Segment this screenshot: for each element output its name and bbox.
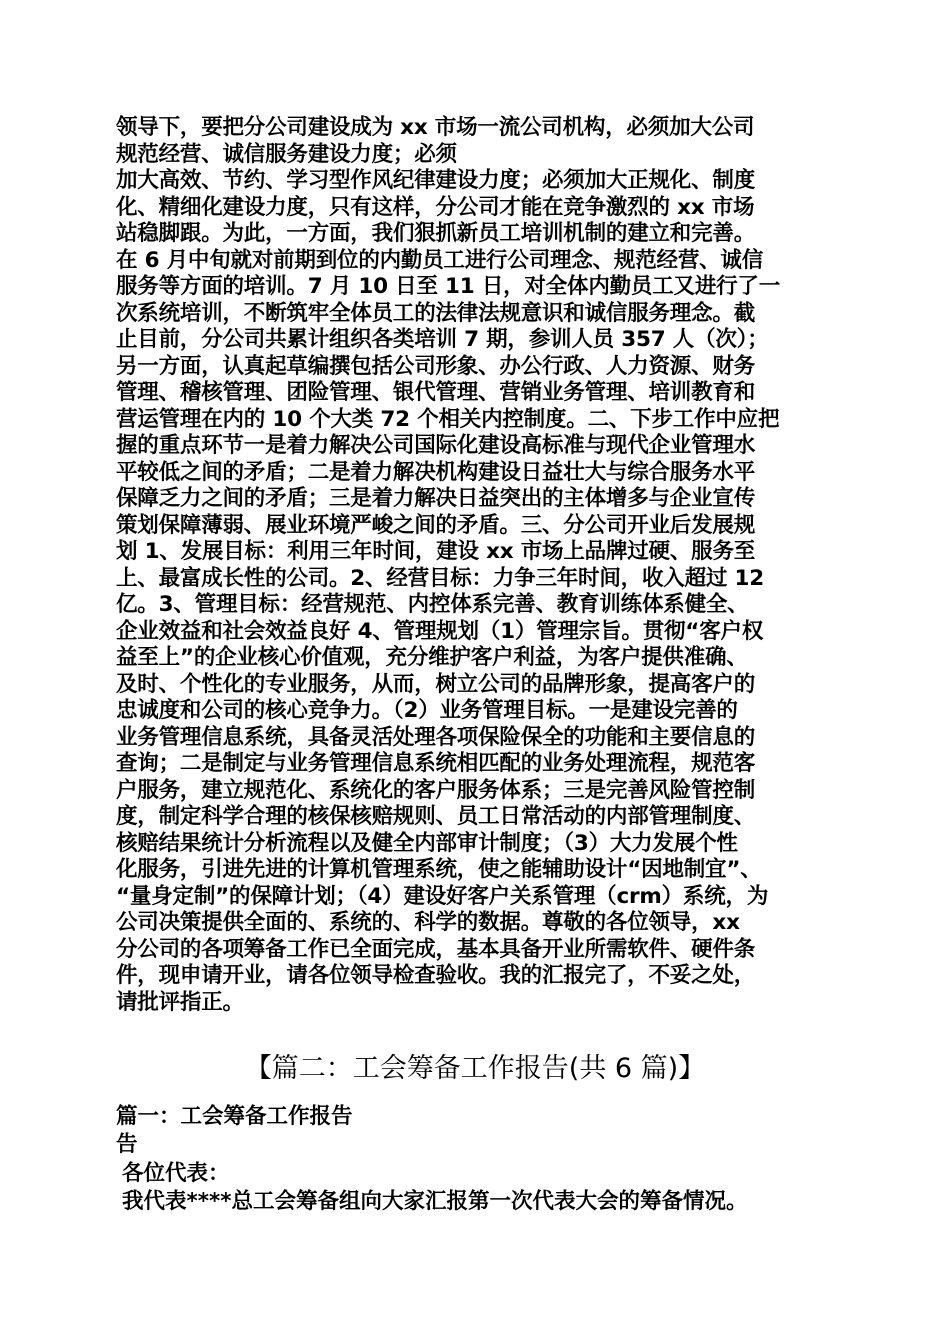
body-paragraph xyxy=(116,115,838,1016)
body-line: 在 6 月中旬就对前期到位的内勤员工进行公司理念、规范经营、诚信 xyxy=(116,247,764,273)
body-line: 件，现申请开业，请各位领导检查验收。我的汇报完了，不妥之处， xyxy=(116,963,756,988)
body-line: 公司决策提供全面的、系统的、科学的数据。尊敬的各位领导，xx xyxy=(116,910,740,935)
body-line: 管理、稽核管理、团险管理、银代管理、营销业务管理、培训教育和 xyxy=(116,380,756,405)
body-line: 营运管理在内的 10 个大类 72 个相关内控制度。二、下步工作中应把 xyxy=(116,406,780,432)
body-line: 企业效益和社会效益良好 4、管理规划（1）管理宗旨。贯彻“客户权 xyxy=(116,618,764,644)
body-line: 亿。3、管理目标：经营规范、内控体系完善、教育训练体系健全、 xyxy=(116,592,749,617)
body-line: 益至上”的企业核心价值观，充分维护客户利益，为客户提供准确、 xyxy=(116,645,748,670)
body-line: 度，制定科学合理的核保核赔规则、员工日常活动的内部管理制度、 xyxy=(116,804,756,829)
body-line: 上、最富成长性的公司。2、经营目标：力争三年时间，收入超过 12 xyxy=(116,565,764,591)
body-line: 站稳脚跟。为此，一方面，我们狠抓新员工培训机制的建立和完善。 xyxy=(116,221,756,246)
body-line: 策划保障薄弱、展业环境严峻之间的矛盾。三、分公司开业后发展规 xyxy=(116,512,756,538)
body-line: 查询；二是制定与业务管理信息系统相匹配的业务处理流程，规范客 xyxy=(116,751,756,776)
body-line: 业务管理信息系统，具备灵活处理各项保险保全的功能和主要信息的 xyxy=(116,724,756,750)
salutation: 各位代表： xyxy=(122,1161,230,1186)
body-line: 保障乏力之间的矛盾；三是着力解决日益突出的主体增多与企业宣传 xyxy=(116,486,756,511)
body-line: 止目前，分公司共累计组织各类培训 7 期，参训人员 357 人（次）； xyxy=(116,327,769,352)
body-line: 加大高效、节约、学习型作风纪律建设力度；必须加大正规化、制度 xyxy=(116,168,756,193)
article-title: 篇一：工会筹备工作报告 xyxy=(116,1104,353,1129)
body-line: “量身定制”的保障计划；（4）建设好客户关系管理（crm）系统，为 xyxy=(116,883,769,909)
body-line: 分公司的各项筹备工作已全面完成，基本具备开业所需软件、硬件条 xyxy=(116,936,756,962)
body-line: 领导下，要把分公司建设成为 xx 市场一流公司机构，必须加大公司 xyxy=(116,115,755,140)
body-line: 化服务，引进先进的计算机管理系统，使之能辅助设计“因地制宜”、 xyxy=(116,857,762,882)
body-line: 平较低之间的矛盾；二是着力解决机构建设日益壮大与综合服务水平 xyxy=(116,459,756,485)
article-title-tail: 告 xyxy=(116,1132,138,1157)
body-line: 请批评指正。 xyxy=(116,989,244,1015)
section-heading: 【篇二：工会筹备工作报告(共 6 篇)】 xyxy=(244,1053,706,1084)
body-line: 服务等方面的培训。7 月 10 日至 11 日，对全体内勤员工又进行了一 xyxy=(116,274,781,299)
body-line: 划 1、发展目标：利用三年时间，建设 xx 市场上品牌过硬、服务至 xyxy=(116,539,756,564)
body-line: 次系统培训，不断筑牢全体员工的法律法规意识和诚信服务理念。截 xyxy=(116,300,756,326)
body-line: 规范经营、诚信服务建设力度；必须 xyxy=(116,141,457,167)
body-line: 化、精细化建设力度，只有这样，分公司才能在竞争激烈的 xx 市场 xyxy=(116,194,755,220)
body-line: 握的重点环节一是着力解决公司国际化建设高标准与现代企业管理水 xyxy=(116,433,756,458)
body-line: 忠诚度和公司的核心竞争力。（2）业务管理目标。一是建设完善的 xyxy=(116,698,738,723)
body-line: 核赔结果统计分析流程以及健全内部审计制度；（3）大力发展个性 xyxy=(116,830,738,856)
body-line: 及时、个性化的专业服务，从而，树立公司的品牌形象，提高客户的 xyxy=(116,671,756,697)
opening-sentence: 我代表****总工会筹备组向大家汇报第一次代表大会的筹备情况。 xyxy=(122,1189,748,1214)
body-line: 另一方面，认真起草编撰包括公司形象、办公行政、人力资源、财务 xyxy=(116,353,756,379)
body-line: 户服务，建立规范化、系统化的客户服务体系；三是完善风险管控制 xyxy=(116,777,756,803)
